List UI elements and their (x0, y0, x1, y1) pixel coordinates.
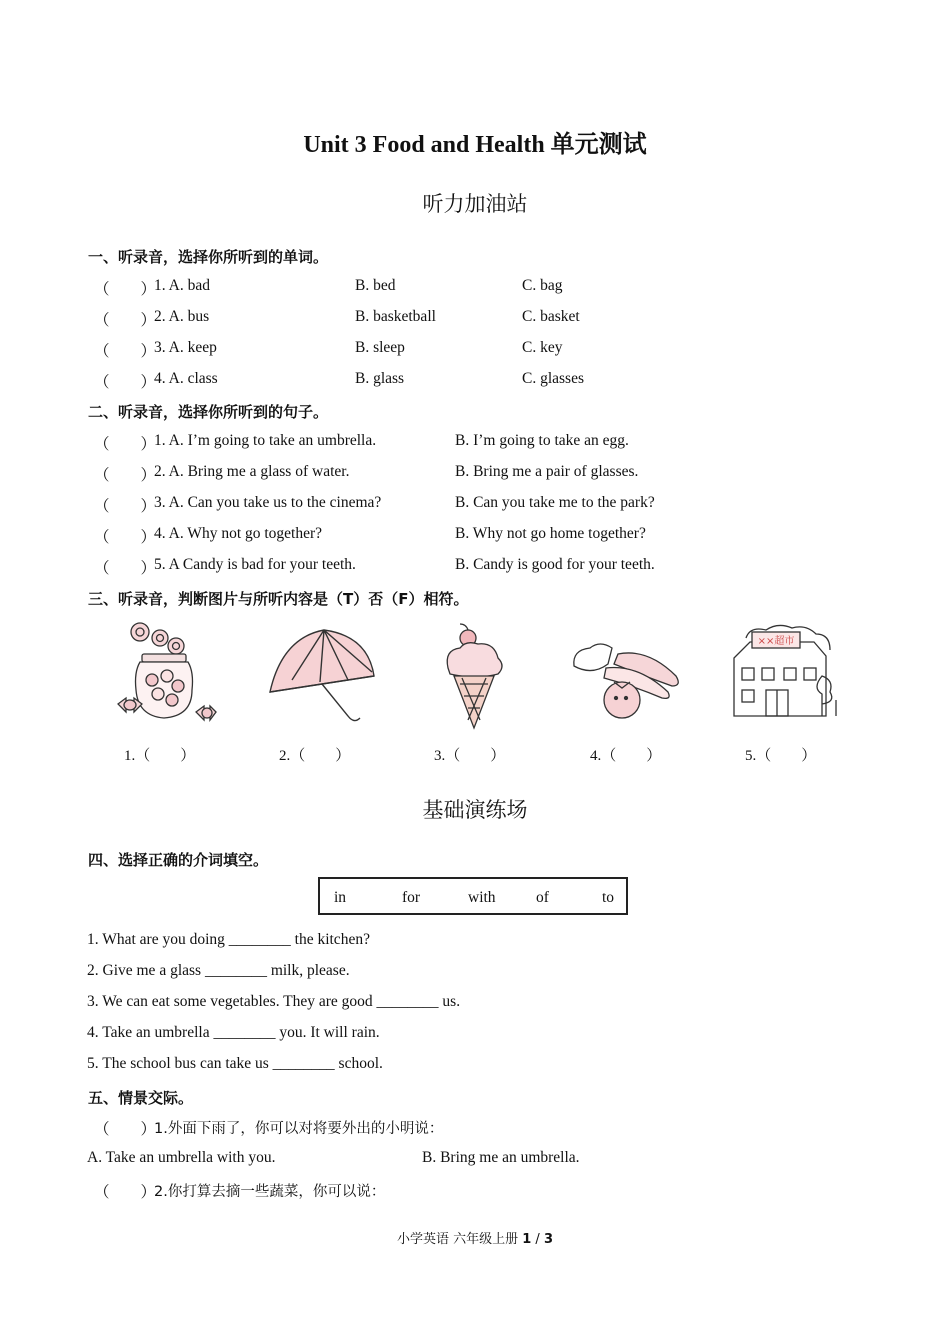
picture-answer-5[interactable]: 5.（ ） (745, 748, 817, 764)
vegetables-illustration (568, 620, 686, 722)
fill-blank-item[interactable]: 3. We can eat some vegetables. They are good ________ us. (87, 993, 461, 1010)
answer-paren[interactable]: （ ） (94, 560, 157, 577)
part4-heading: 四、选择正确的介词填空。 (88, 851, 269, 869)
option-c: C. key (522, 339, 563, 356)
part2-row (0, 525, 950, 547)
part5-options (0, 1149, 950, 1171)
option-b: B. glass (355, 370, 405, 387)
footer-text: 小学英语 六年级上册 (396, 1232, 523, 1247)
option-b: B. Bring me an umbrella. (422, 1149, 580, 1166)
option-c: C. glasses (522, 370, 584, 387)
part2-row (0, 494, 950, 516)
part3-heading: 三、听录音，判断图片与所听内容是（T）否（F）相符。 (88, 590, 469, 608)
answer-paren[interactable]: （ ） (94, 1184, 157, 1201)
part5-heading: 五、情景交际。 (88, 1089, 194, 1107)
ice-cream-illustration (436, 620, 512, 730)
fill-blank-item[interactable]: 4. Take an umbrella ________ you. It will rain. (87, 1024, 380, 1041)
umbrella-illustration (262, 620, 378, 728)
word-bank-item: for (402, 889, 421, 906)
option-b: B. sleep (355, 339, 405, 356)
fill-blank-item[interactable]: 5. The school bus can take us ________ school. (87, 1055, 383, 1072)
listening-section-title: 听力加油站 (422, 192, 528, 216)
part2-row (0, 556, 950, 578)
answer-paren[interactable]: （ ） (94, 498, 157, 515)
answer-paren[interactable]: （ ） (94, 312, 157, 329)
word-bank-item: with (468, 889, 496, 906)
fill-blank-item[interactable]: 1. What are you doing ________ the kitchen? (87, 931, 370, 948)
option-a: 3. A. Can you take us to the cinema? (154, 494, 382, 511)
option-b: B. Why not go home together? (455, 525, 646, 542)
part1-heading: 一、听录音，选择你所听到的单词。 (88, 248, 329, 266)
page-total: 3 (543, 1232, 553, 1247)
basics-section-title: 基础演练场 (422, 798, 528, 822)
option-a: 1. A. bad (154, 277, 210, 294)
question-text: 2.你打算去摘一些蔬菜，你可以说： (154, 1184, 386, 1200)
footer-separator: / (531, 1232, 544, 1247)
part1-row (0, 277, 950, 299)
option-a: 3. A. keep (154, 339, 217, 356)
part5-question (0, 1117, 950, 1139)
question-text: 1.外面下雨了，你可以对将要外出的小明说： (154, 1121, 444, 1137)
part5-question (0, 1180, 950, 1202)
answer-paren[interactable]: （ ） (94, 529, 157, 546)
option-b: B. Candy is good for your teeth. (455, 556, 655, 573)
part1-row (0, 339, 950, 361)
option-a: A. Take an umbrella with you. (87, 1149, 276, 1166)
part2-row (0, 432, 950, 454)
part2-heading: 二、听录音，选择你所听到的句子。 (88, 403, 329, 421)
option-a: 4. A. class (154, 370, 218, 387)
picture-answer-1[interactable]: 1.（ ） (124, 748, 196, 764)
option-a: 2. A. bus (154, 308, 210, 325)
part1-row (0, 370, 950, 392)
picture-answer-4[interactable]: 4.（ ） (590, 748, 662, 764)
candy-jar-illustration (112, 620, 222, 724)
option-c: C. bag (522, 277, 563, 294)
option-b: B. Bring me a pair of glasses. (455, 463, 639, 480)
part2-row (0, 463, 950, 485)
picture-answer-2[interactable]: 2.（ ） (279, 748, 351, 764)
word-bank-item: to (602, 889, 615, 906)
option-b: B. basketball (355, 308, 436, 325)
answer-paren[interactable]: （ ） (94, 281, 157, 298)
answer-paren[interactable]: （ ） (94, 1121, 157, 1138)
page-title: Unit 3 Food and Health 单元测试 (303, 132, 647, 158)
word-bank-item: of (536, 889, 549, 906)
answer-paren[interactable]: （ ） (94, 436, 157, 453)
part1-row (0, 308, 950, 330)
shop-sign-text: ××超市 (757, 636, 795, 647)
answer-paren[interactable]: （ ） (94, 343, 157, 360)
option-c: C. basket (522, 308, 580, 325)
option-a: 1. A. I’m going to take an umbrella. (154, 432, 377, 449)
picture-answer-3[interactable]: 3.（ ） (434, 748, 506, 764)
option-b: B. bed (355, 277, 396, 294)
word-bank-item: in (334, 889, 347, 906)
answer-paren[interactable]: （ ） (94, 374, 157, 391)
fill-blank-item[interactable]: 2. Give me a glass ________ milk, please. (87, 962, 350, 979)
option-a: 4. A. Why not go together? (154, 525, 323, 542)
supermarket-illustration (726, 620, 846, 724)
word-bank (318, 877, 628, 915)
answer-paren[interactable]: （ ） (94, 467, 157, 484)
option-a: 5. A Candy is bad for your teeth. (154, 556, 356, 573)
page-footer (0, 1228, 950, 1247)
option-a: 2. A. Bring me a glass of water. (154, 463, 350, 480)
page-number: 1 (522, 1232, 532, 1247)
option-b: B. I’m going to take an egg. (455, 432, 629, 449)
option-b: B. Can you take me to the park? (455, 494, 655, 511)
